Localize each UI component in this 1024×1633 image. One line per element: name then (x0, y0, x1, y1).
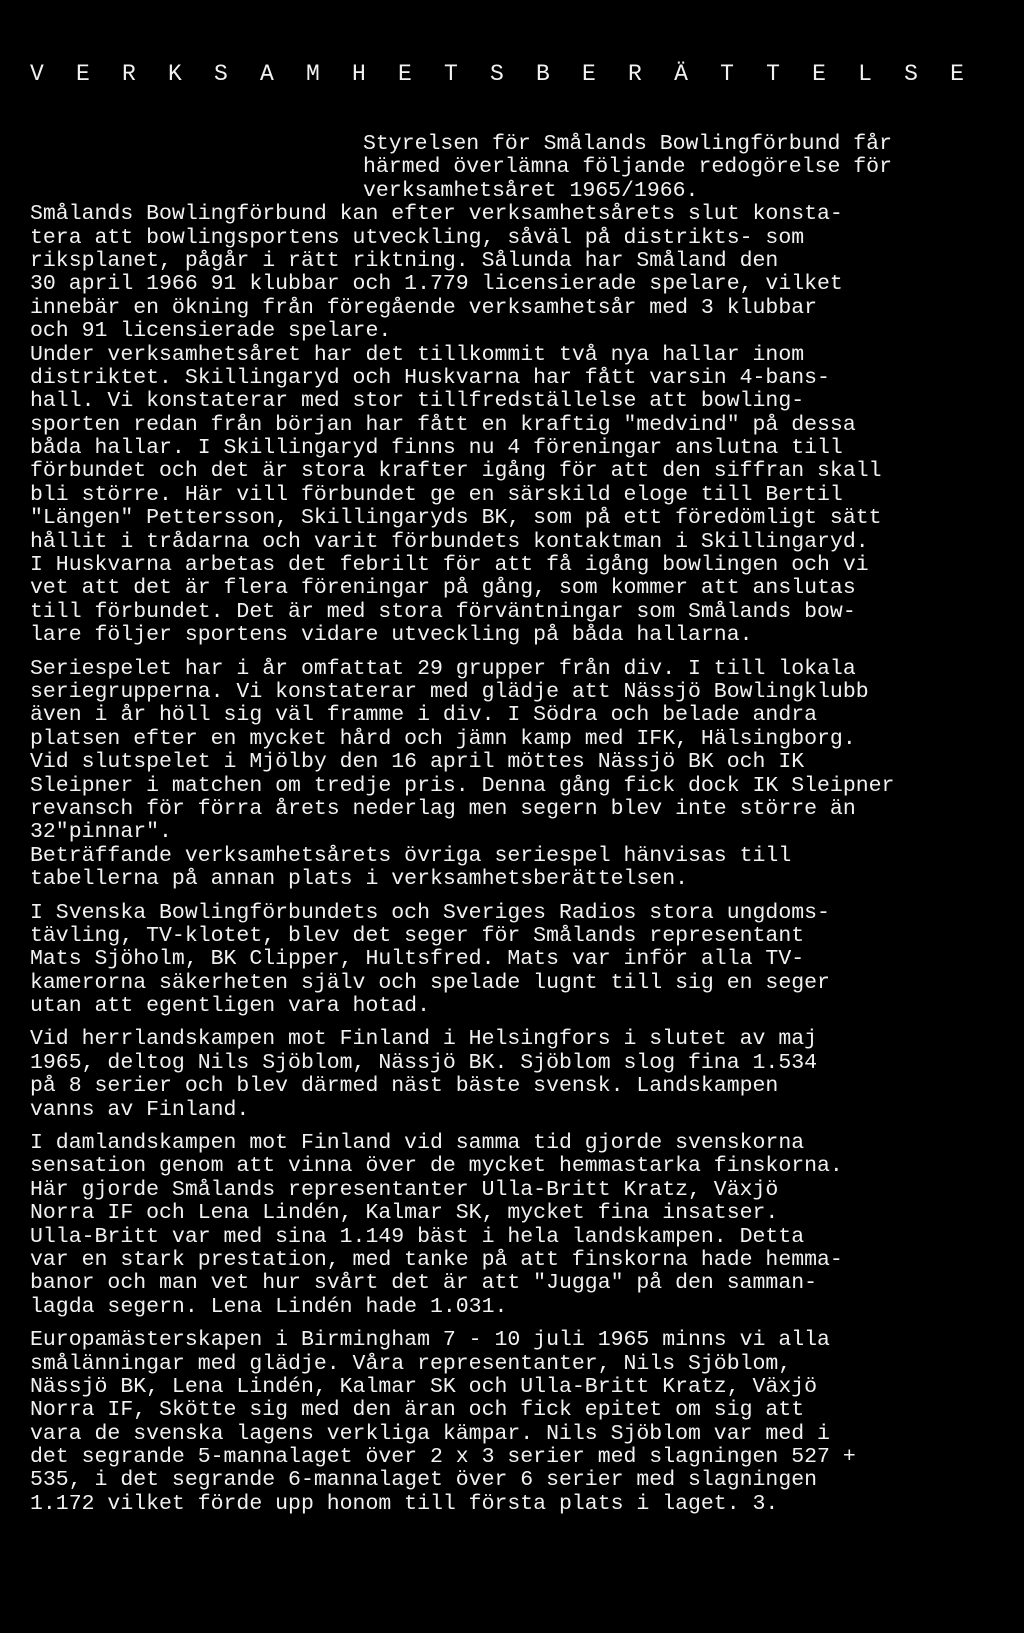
text-line: lagda segern. Lena Lindén hade 1.031. (30, 1294, 508, 1319)
text-line: Smålands Bowlingförbund kan efter verksamhetsårets slut konsta- (30, 202, 843, 227)
text-line: hall. Vi konstaterar med stor tillfredställelse att bowling- (30, 389, 805, 414)
text-line: det segrande 5-mannalaget över 2 x 3 serier med slagningen 527 + (30, 1445, 856, 1470)
paragraph (30, 203, 994, 647)
text-line: förbundet och det är stora krafter igång för att den siffran skall (30, 459, 882, 484)
text-line: Seriespelet har i år omfattat 29 grupper från div. I till lokala (30, 656, 856, 681)
text-line: Vid slutspelet i Mjölby den 16 april möttes Nässjö BK och IK (30, 750, 805, 775)
text-line: och 91 licensierade spelare. (30, 319, 392, 344)
paragraph (30, 1329, 994, 1516)
text-line: innebär en ökning från föregående verksamhetsår med 3 klubbar (30, 295, 818, 320)
text-line: Vid herrlandskampen mot Finland i Helsingfors i slutet av maj (30, 1027, 818, 1052)
text-line: till förbundet. Det är med stora förväntningar som Smålands bow- (30, 599, 856, 624)
text-line: 32"pinnar". (30, 820, 172, 845)
text-line: Mats Sjöholm, BK Clipper, Hultsfred. Mats var inför alla TV- (30, 947, 805, 972)
paragraph-gap (30, 892, 994, 902)
text-line: Norra IF, Skötte sig med den äran och fick epitet om sig att (30, 1398, 805, 1423)
document-body (30, 203, 994, 1516)
intro-block (363, 133, 994, 203)
paragraph (30, 658, 994, 892)
text-line: vanns av Finland. (30, 1097, 250, 1122)
text-line: var en stark prestation, med tanke på att finskorna hade hemma- (30, 1247, 843, 1272)
text-line: Nässjö BK, Lena Lindén, Kalmar SK och Ulla-Britt Kratz, Växjö (30, 1374, 818, 1399)
text-line: I damlandskampen mot Finland vid samma tid gjorde svenskorna (30, 1131, 805, 1156)
text-line: sensation genom att vinna över de mycket hemmastarka finskorna. (30, 1154, 843, 1179)
text-line: 30 april 1966 91 klubbar och 1.779 licensierade spelare, vilket (30, 272, 843, 297)
intro-line: härmed överlämna följande redogörelse för (363, 155, 892, 180)
text-line: båda hallar. I Skillingaryd finns nu 4 föreningar anslutna till (30, 436, 843, 461)
text-line: Ulla-Britt var med sina 1.149 bäst i hela landskampen. Detta (30, 1224, 805, 1249)
text-line: tera att bowlingsportens utveckling, såväl på distrikts- som (30, 225, 805, 250)
text-line: revansch för förra årets nederlag men segern blev inte större än (30, 796, 856, 821)
text-line: tabellerna på annan plats i verksamhetsberättelsen. (30, 867, 689, 892)
text-line: även i år höll sig väl framme i div. I Södra och belade andra (30, 703, 818, 728)
text-line: Norra IF och Lena Lindén, Kalmar SK, mycket fina insatser. (30, 1201, 779, 1226)
text-line: Sleipner i matchen om tredje pris. Denna gång fick dock IK Sleipner (30, 773, 895, 798)
text-line: Europamästerskapen i Birmingham 7 - 10 juli 1965 minns vi alla (30, 1328, 830, 1353)
text-line: distriktet. Skillingaryd och Huskvarna har fått varsin 4-bans- (30, 365, 830, 390)
text-line: på 8 serier och blev därmed näst bäste svensk. Landskampen (30, 1074, 779, 1099)
text-line: kamerorna säkerheten själv och spelade lugnt till sig en seger (30, 970, 830, 995)
text-line: Beträffande verksamhetsårets övriga seriespel hänvisas till (30, 843, 792, 868)
text-line: banor och man vet hur svårt det är att "Jugga" på den samman- (30, 1271, 818, 1296)
text-line: seriegrupperna. Vi konstaterar med glädje att Nässjö Bowlingklubb (30, 679, 869, 704)
text-line: sporten redan från början har fått en kraftig "medvind" på dessa (30, 412, 856, 437)
text-line: I Huskvarna arbetas det febrilt för att få igång bowlingen och vi (30, 553, 869, 578)
text-line: 535, i det segrande 6-mannalaget över 6 serier med slagningen (30, 1468, 818, 1493)
intro-line: Styrelsen för Smålands Bowlingförbund får (363, 132, 892, 156)
document-heading: V E R K S A M H E T S B E R Ä T T E L S E (30, 61, 974, 87)
text-line: Under verksamhetsåret har det tillkommit två nya hallar inom (30, 342, 805, 367)
text-line: tävling, TV-klotet, blev det seger för Smålands representant (30, 923, 805, 948)
text-line: riksplanet, pågår i rätt riktning. Sålunda har Småland den (30, 248, 779, 273)
text-line: vara de svenska lagens verkliga kämpar. Nils Sjöblom var med i (30, 1421, 830, 1446)
text-line: I Svenska Bowlingförbundets och Sveriges Radios stora ungdoms- (30, 900, 830, 925)
text-line: platsen efter en mycket hård och jämn kamp med IFK, Hälsingborg. (30, 726, 856, 751)
text-line: "Längen" Pettersson, Skillingaryds BK, som på ett föredömligt sätt (30, 506, 882, 531)
paragraph (30, 1028, 994, 1122)
text-line: hållit i trådarna och varit förbundets kontaktman i Skillingaryd. (30, 529, 869, 554)
text-line: smålänningar med glädje. Våra representanter, Nils Sjöblom, (30, 1351, 792, 1376)
text-line: 1965, deltog Nils Sjöblom, Nässjö BK. Sjöblom slog fina 1.534 (30, 1050, 818, 1075)
text-line: 1.172 vilket förde upp honom till första plats i laget. 3. (30, 1491, 779, 1516)
intro-line: verksamhetsåret 1965/1966. (363, 178, 699, 203)
text-line: lare följer sportens vidare utveckling på båda hallarna. (30, 623, 753, 648)
paragraph (30, 1132, 994, 1319)
text-line: vet att det är flera föreningar på gång, som kommer att anslutas (30, 576, 856, 601)
text-line: utan att egentligen vara hotad. (30, 994, 430, 1019)
text-line: bli större. Här vill förbundet ge en särskild eloge till Bertil (30, 482, 843, 507)
text-line: Här gjorde Smålands representanter Ulla-Britt Kratz, Växjö (30, 1177, 779, 1202)
paragraph (30, 902, 994, 1019)
